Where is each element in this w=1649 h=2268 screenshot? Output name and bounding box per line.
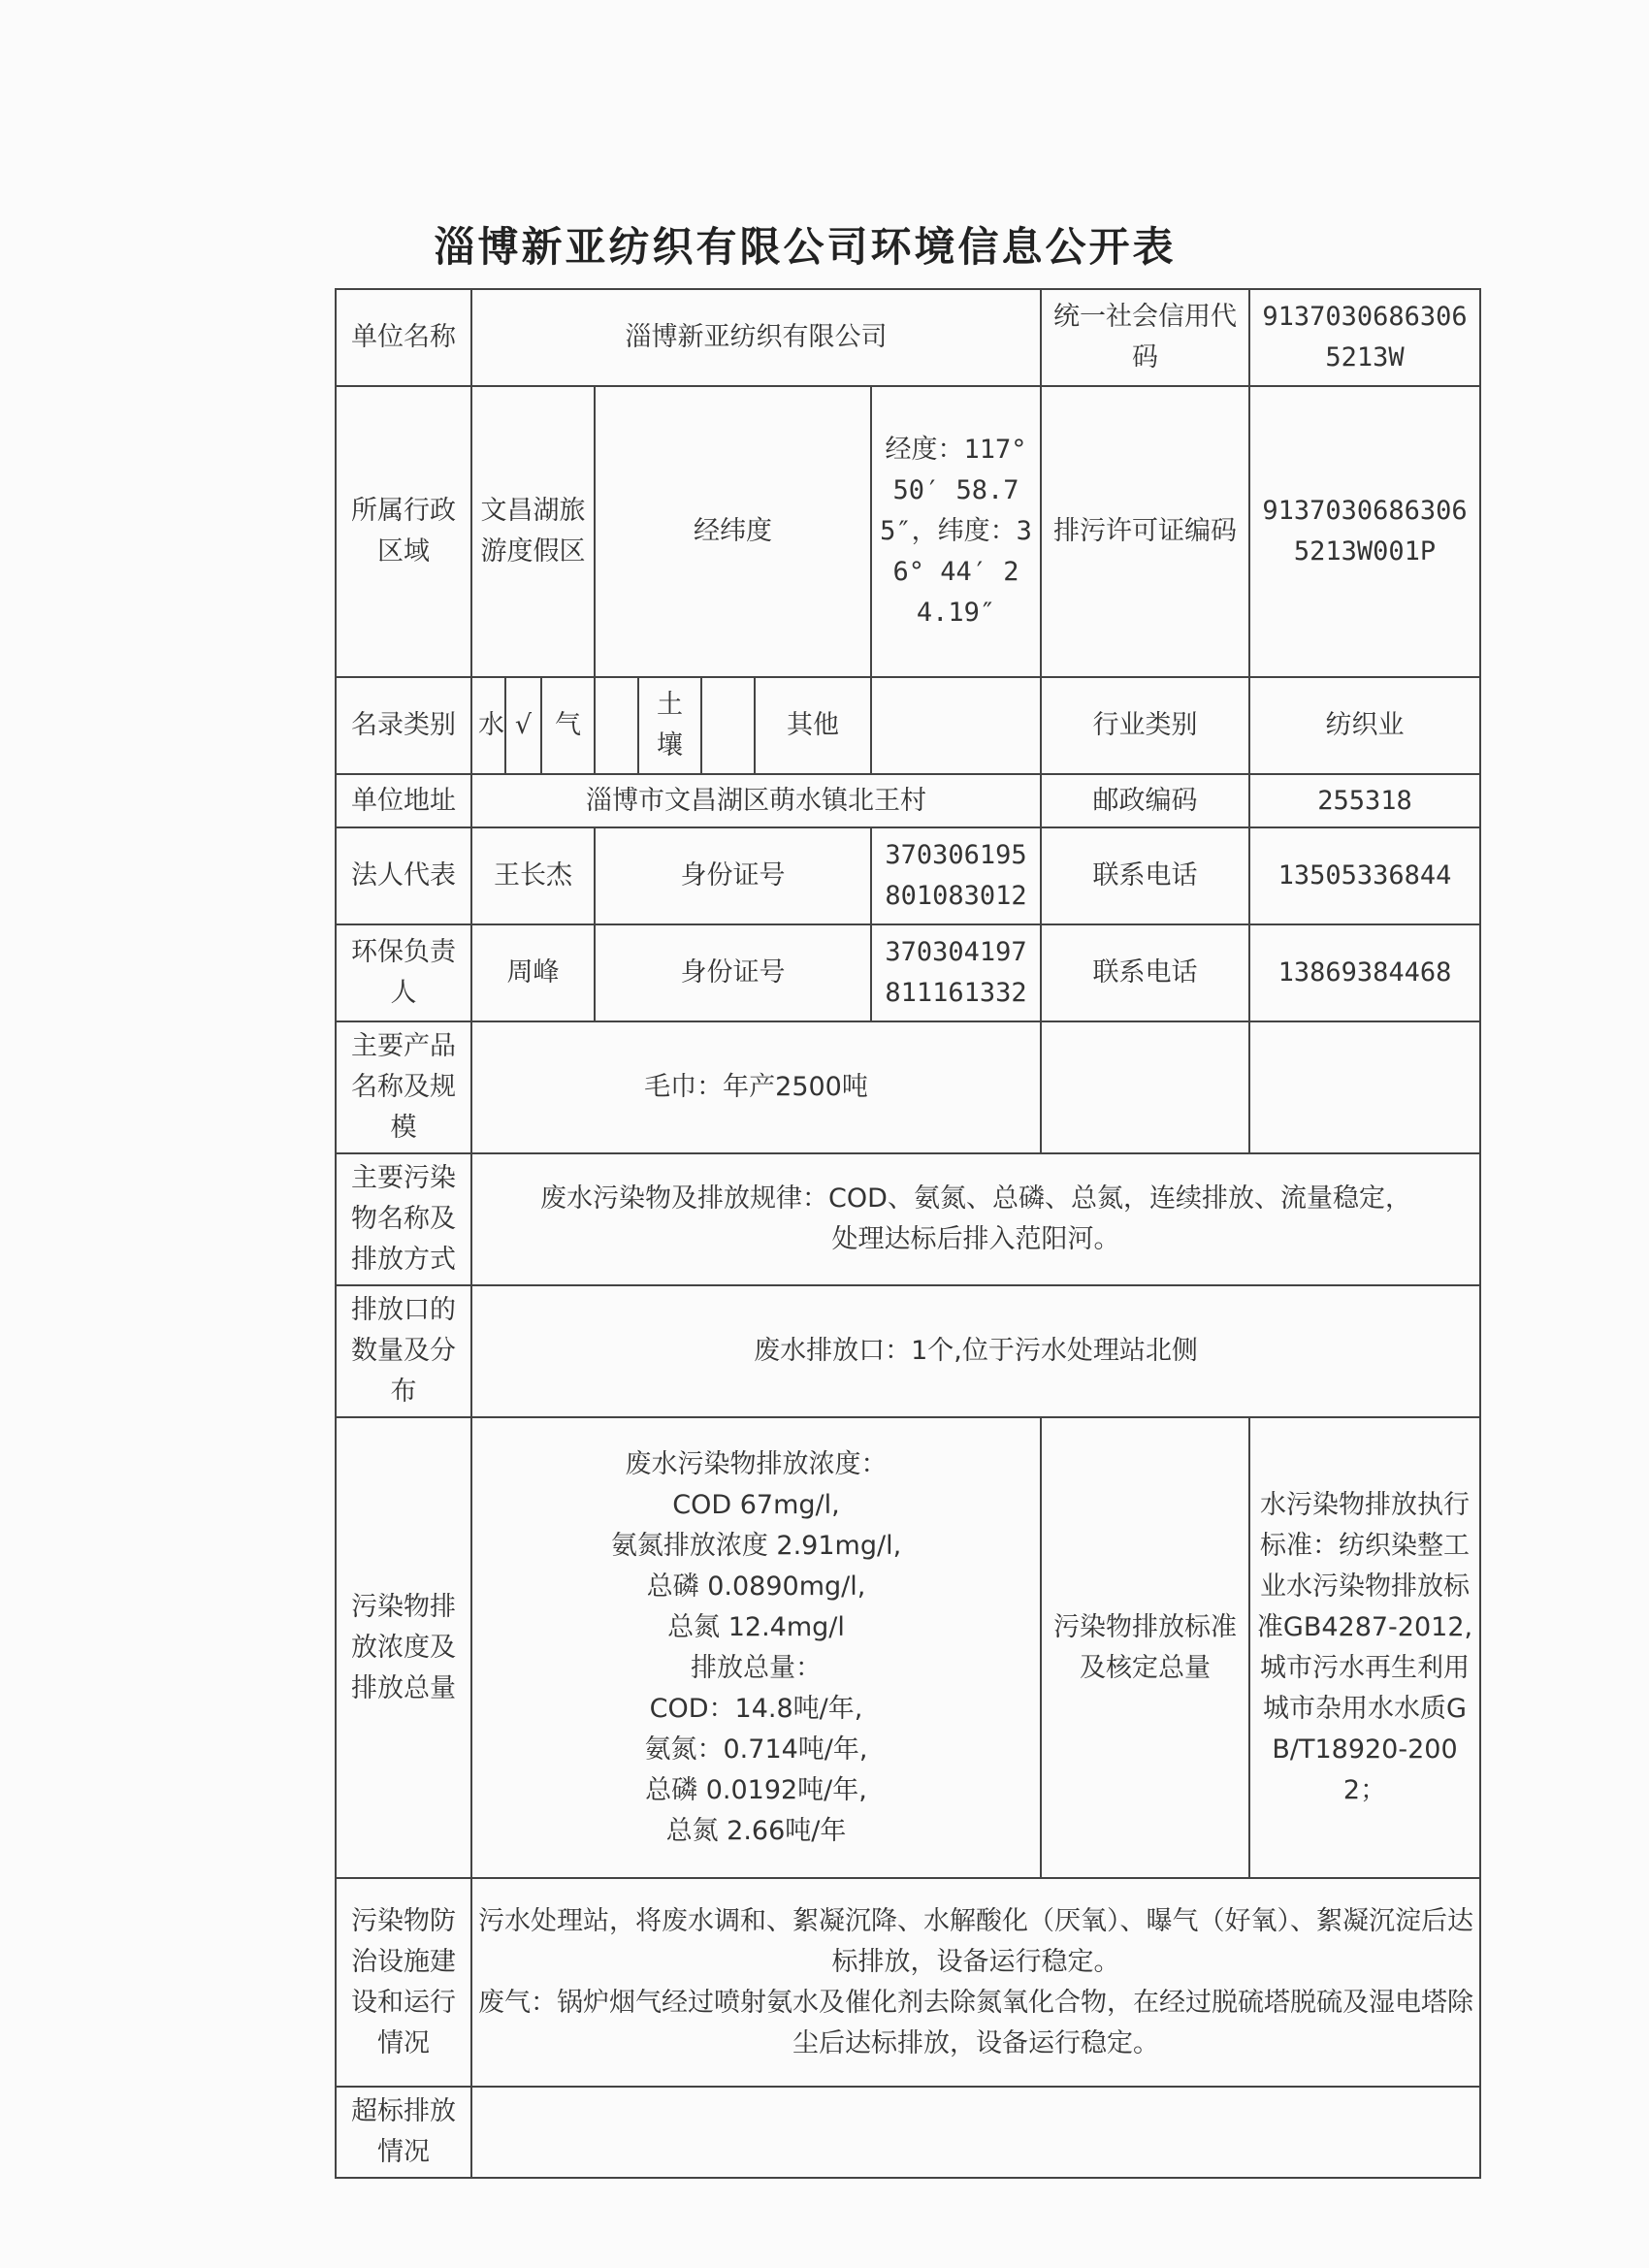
row-unit-name bbox=[336, 289, 1480, 386]
industry-label: 行业类别 bbox=[1041, 677, 1249, 774]
env-officer-phone-value: 13869384468 bbox=[1249, 924, 1480, 1021]
legal-id-value: 370306195801083012 bbox=[871, 827, 1041, 924]
env-officer-label: 环保负责人 bbox=[336, 924, 471, 1021]
env-officer-id-label: 身份证号 bbox=[595, 924, 871, 1021]
catalog-label: 名录类别 bbox=[336, 677, 471, 774]
outlets-label: 排放口的数量及分布 bbox=[336, 1285, 471, 1417]
row-catalog bbox=[336, 677, 1480, 774]
product-value: 毛巾：年产2500吨 bbox=[471, 1021, 1041, 1153]
legal-id-label: 身份证号 bbox=[595, 827, 871, 924]
concentration-line: 总氮 2.66吨/年 bbox=[665, 1815, 847, 1846]
credit-code-value: 91370306863065213W bbox=[1249, 289, 1480, 386]
catalog-other: 其他 bbox=[755, 677, 871, 774]
pollutants-label: 主要污染物名称及排放方式 bbox=[336, 1153, 471, 1285]
unit-name-value: 淄博新亚纺织有限公司 bbox=[471, 289, 1041, 386]
catalog-water: 水 bbox=[471, 677, 505, 774]
legal-phone-label: 联系电话 bbox=[1041, 827, 1249, 924]
row-address bbox=[336, 774, 1480, 827]
document-title: 淄博新亚纺织有限公司环境信息公开表 bbox=[434, 223, 1177, 271]
row-outlets bbox=[336, 1285, 1480, 1417]
exceed-label: 超标排放情况 bbox=[336, 2087, 471, 2178]
product-label: 主要产品名称及规模 bbox=[336, 1021, 471, 1153]
standard-label: 污染物排放标准及核定总量 bbox=[1041, 1417, 1249, 1878]
facility-label: 污染物防治设施建设和运行情况 bbox=[336, 1878, 471, 2087]
address-value: 淄博市文昌湖区萌水镇北王村 bbox=[471, 774, 1041, 827]
row-exceed bbox=[336, 2087, 1480, 2178]
industry-value: 纺织业 bbox=[1249, 677, 1480, 774]
catalog-air: 气 bbox=[541, 677, 595, 774]
permit-code-value: 91370306863065213W001P bbox=[1249, 386, 1480, 677]
row-facility bbox=[336, 1878, 1480, 2087]
facility-line-2: 废气：锅炉烟气经过喷射氨水及催化剂去除氮氧化合物，在经过脱硫塔脱硫及湿电塔除尘后达标排放，设备运行稳定。 bbox=[478, 1987, 1473, 2058]
product-extra-1 bbox=[1041, 1021, 1249, 1153]
concentration-line: COD：14.8吨/年, bbox=[649, 1693, 863, 1724]
pollutants-line-1: 废水污染物及排放规律：COD、氨氮、总磷、总氮，连续排放、流量稳定， bbox=[540, 1183, 1411, 1214]
concentration-line: 总氮 12.4mg/l bbox=[667, 1611, 845, 1642]
concentration-label: 污染物排放浓度及排放总量 bbox=[336, 1417, 471, 1878]
standard-value: 水污染物排放执行标准：纺织染整工业水污染物排放标准GB4287-2012,城市污水再生利用城市杂用水水质GB/T18920-2002； bbox=[1249, 1417, 1480, 1878]
region-label: 所属行政区域 bbox=[336, 386, 471, 677]
row-concentration bbox=[336, 1417, 1480, 1878]
permit-code-label: 排污许可证编码 bbox=[1041, 386, 1249, 677]
concentration-lines bbox=[478, 1444, 1034, 1852]
row-env-officer bbox=[336, 924, 1480, 1021]
row-region bbox=[336, 386, 1480, 677]
concentration-line: 总磷 0.0890mg/l, bbox=[646, 1571, 866, 1602]
concentration-line: 氨氮：0.714吨/年, bbox=[644, 1733, 868, 1765]
address-label: 单位地址 bbox=[336, 774, 471, 827]
row-pollutants bbox=[336, 1153, 1480, 1285]
env-officer-id-value: 370304197811161332 bbox=[871, 924, 1041, 1021]
catalog-soil-mark bbox=[701, 677, 755, 774]
legal-rep-label: 法人代表 bbox=[336, 827, 471, 924]
credit-code-label: 统一社会信用代码 bbox=[1041, 289, 1249, 386]
legal-phone-value: 13505336844 bbox=[1249, 827, 1480, 924]
catalog-air-mark bbox=[595, 677, 638, 774]
outlets-value: 废水排放口：1个,位于污水处理站北侧 bbox=[471, 1285, 1480, 1417]
postcode-value: 255318 bbox=[1249, 774, 1480, 827]
env-officer-phone-label: 联系电话 bbox=[1041, 924, 1249, 1021]
region-value: 文昌湖旅游度假区 bbox=[471, 386, 595, 677]
unit-name-label: 单位名称 bbox=[336, 289, 471, 386]
row-product bbox=[336, 1021, 1480, 1153]
env-officer-name: 周峰 bbox=[471, 924, 595, 1021]
disclosure-table bbox=[335, 288, 1481, 2179]
facility-value bbox=[471, 1878, 1480, 2087]
exceed-value bbox=[471, 2087, 1480, 2178]
legal-rep-name: 王长杰 bbox=[471, 827, 595, 924]
concentration-values bbox=[471, 1417, 1041, 1878]
concentration-line: 氨氮排放浓度 2.91mg/l, bbox=[610, 1530, 902, 1561]
pollutants-value bbox=[471, 1153, 1480, 1285]
facility-line-1: 污水处理站，将废水调和、絮凝沉降、水解酸化（厌氧）、曝气（好氧）、絮凝沉淀后达标排放，设备运行稳定。 bbox=[478, 1905, 1473, 1977]
coordinates-label: 经纬度 bbox=[595, 386, 871, 677]
catalog-other-mark bbox=[871, 677, 1041, 774]
concentration-line: 排放总量： bbox=[691, 1652, 822, 1683]
coordinates-value: 经度：117° 50′ 58.75″，纬度：36° 44′ 24.19″ bbox=[871, 386, 1041, 677]
postcode-label: 邮政编码 bbox=[1041, 774, 1249, 827]
concentration-line: 总磷 0.0192吨/年, bbox=[645, 1774, 867, 1805]
catalog-water-checkmark: √ bbox=[505, 677, 541, 774]
pollutants-line-2: 处理达标后排入范阳河。 bbox=[831, 1224, 1120, 1254]
catalog-soil: 土壤 bbox=[638, 677, 701, 774]
concentration-line: 废水污染物排放浓度： bbox=[625, 1448, 888, 1479]
row-legal bbox=[336, 827, 1480, 924]
product-extra-2 bbox=[1249, 1021, 1480, 1153]
concentration-line: COD 67mg/l, bbox=[672, 1489, 840, 1520]
